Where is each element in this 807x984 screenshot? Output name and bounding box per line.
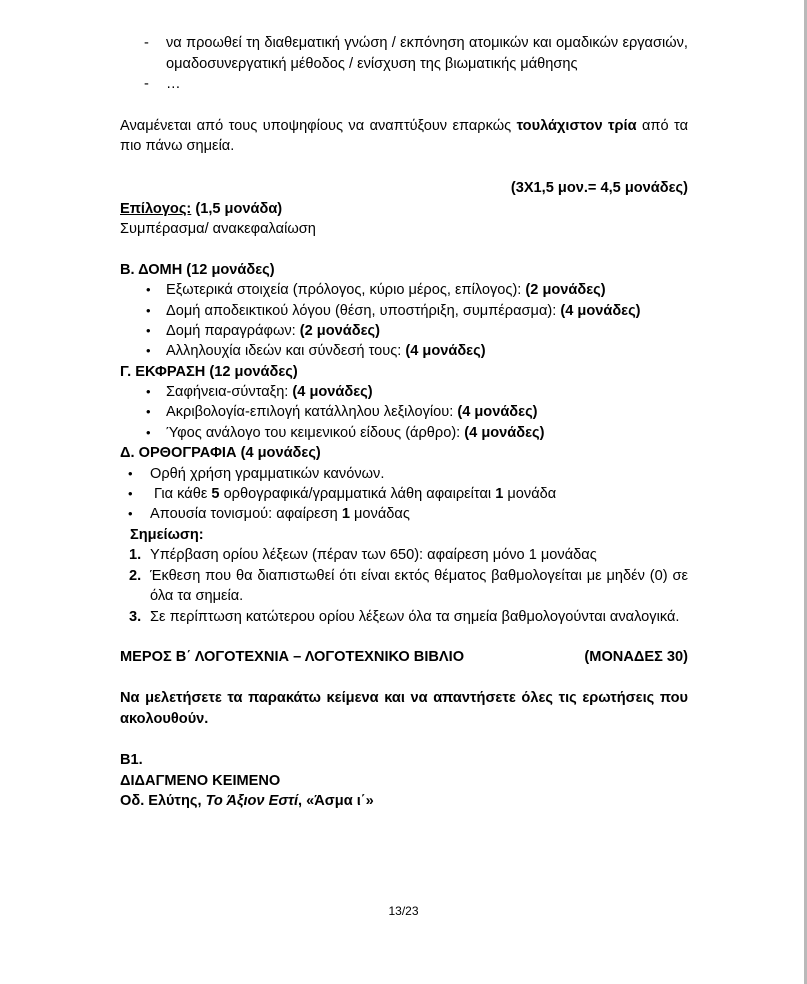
dash-marker: -: [144, 35, 149, 51]
epilogue-heading: [120, 199, 688, 220]
document-page: [120, 28, 688, 812]
list-item-number: 1: [495, 485, 504, 502]
b1-work: Το Άξιον Εστί: [205, 793, 299, 810]
note-heading: Σημείωση:: [130, 526, 204, 543]
list-item-points: (4 μονάδες): [560, 302, 641, 319]
list-item-text: Απουσία τονισμού: αφαίρεση: [150, 506, 342, 523]
intro-dash-list: [120, 33, 688, 95]
score-note: (3Χ1,5 μον.= 4,5 μονάδες): [510, 179, 688, 196]
list-item-number: 5: [211, 485, 220, 502]
numbered-item: [120, 607, 688, 628]
list-item-points: (2 μονάδες): [525, 282, 606, 299]
bullet-icon: •: [128, 465, 133, 481]
list-item: [120, 301, 688, 321]
item-text: Σε περίπτωση κατώτερου ορίου λέξεων όλα τα σημεία βαθμολογούνται αναλογικά.: [150, 608, 680, 625]
b1-label: Β1.: [120, 752, 143, 769]
bullet-icon: •: [146, 282, 151, 298]
epilogue-text: Συμπέρασμα/ ανακεφαλαίωση: [120, 221, 316, 238]
structure-heading: Β. ΔΟΜΗ (12 μονάδες): [120, 261, 275, 278]
bullet-icon: •: [146, 322, 151, 338]
list-item-number: 1: [341, 506, 350, 523]
bullet-icon: •: [146, 343, 151, 359]
list-item-text: Δομή αποδεικτικού λόγου (θέση, υποστήριξη, συμπέρασμα):: [166, 302, 561, 319]
note-list: [120, 545, 688, 627]
list-item: [120, 280, 688, 300]
expression-heading: Γ. ΕΚΦΡΑΣΗ (12 μονάδες): [120, 363, 298, 380]
dash-item: [120, 74, 688, 95]
list-item-points: (4 μονάδες): [405, 343, 486, 360]
b1-type: ΔΙΔΑΓΜΕΝΟ ΚΕΙΜΕΝΟ: [120, 772, 281, 789]
part-b-heading: [120, 647, 688, 668]
list-item: [120, 504, 688, 524]
bullet-icon: •: [128, 485, 133, 501]
epilogue-points: (1,5 μονάδα): [191, 200, 283, 217]
bullet-icon: •: [128, 506, 133, 522]
spelling-heading: Δ. ΟΡΘΟΓΡΑΦΙΑ (4 μονάδες): [120, 445, 321, 462]
list-item-text: ορθογραφικά/γραμματικά λάθη αφαιρείται: [219, 485, 496, 502]
part-b-title: ΜΕΡΟΣ Β΄ ΛΟΓΟΤΕΧΝΙΑ – ΛΟΓΟΤΕΧΝΙΚΟ ΒΙΒΛΙΟ: [120, 649, 465, 666]
expectation-bold: τουλάχιστον τρία: [516, 117, 637, 134]
list-item-points: (4 μονάδες): [457, 404, 538, 421]
list-item: [120, 341, 688, 361]
list-item-text: Ύφος ανάλογο του κειμενικού είδους (άρθρο):: [166, 424, 465, 441]
expectation-text: Αναμένεται από τους υποψηφίους να αναπτύξουν επαρκώς: [120, 117, 517, 134]
item-text: Έκθεση που θα διαπιστωθεί ότι είναι εκτός θέματος βαθμολογείται με μηδέν (0) σε όλα τα σημεία.: [150, 567, 688, 605]
b1-separator: ,: [298, 793, 307, 810]
part-b-points: (ΜΟΝΑΔΕΣ 30): [584, 649, 688, 666]
bullet-icon: •: [146, 302, 151, 318]
numbered-item: [120, 545, 688, 566]
page-number: 13/23: [388, 904, 419, 918]
list-item: [120, 321, 688, 341]
spelling-list: [120, 464, 688, 525]
bullet-icon: •: [146, 404, 151, 420]
list-item: [120, 382, 688, 402]
expectation-paragraph: [120, 116, 688, 157]
structure-list: [120, 280, 688, 361]
list-item-text: Για κάθε: [154, 485, 212, 502]
expression-list: [120, 382, 688, 443]
dash-item-text: …: [166, 76, 181, 93]
item-number: 1.: [129, 547, 142, 564]
list-item: [120, 484, 688, 504]
list-item-text: μονάδα: [503, 485, 557, 502]
list-item-text: μονάδας: [349, 506, 410, 523]
part-b-instruction: Να μελετήσετε τα παρακάτω κείμενα και να απαντήσετε όλες τις ερωτήσεις που ακολουθούν.: [120, 690, 688, 727]
list-item: [120, 464, 688, 484]
item-text: Υπέρβαση ορίου λέξεων (πέραν των 650): αφαίρεση μόνο 1 μονάδας: [150, 547, 597, 564]
item-number: 3.: [129, 608, 142, 625]
expectation-text-end: από τα πιο πάνω σημεία.: [120, 117, 689, 155]
list-item-text: Αλληλουχία ιδεών και σύνδεσή τους:: [166, 343, 406, 360]
list-item-text: Ακριβολογία-επιλογή κατάλληλου λεξιλογίου:: [166, 404, 458, 421]
dash-marker: -: [144, 76, 149, 93]
list-item-points: (2 μονάδες): [299, 322, 380, 339]
b1-author: Οδ. Ελύτης,: [120, 793, 206, 810]
b1-source: [120, 791, 688, 812]
numbered-item: [120, 566, 688, 607]
list-item-points: (4 μονάδες): [292, 384, 373, 401]
b1-poem: «Άσμα ι΄»: [306, 793, 374, 810]
bullet-icon: •: [146, 384, 151, 400]
list-item-text: Εξωτερικά στοιχεία (πρόλογος, κύριο μέρος, επίλογος):: [166, 282, 526, 299]
list-item-text: Σαφήνεια-σύνταξη:: [166, 384, 293, 401]
list-item-points: (4 μονάδες): [464, 424, 545, 441]
list-item: [120, 423, 688, 443]
dash-item-text: να προωθεί τη διαθεματική γνώση / εκπόνηση ατομικών και ομαδικών εργασιών, ομαδοσυνεργατική μέθοδος / ενίσχυση της βιωματικής μάθησης: [166, 35, 688, 72]
item-number: 2.: [129, 567, 142, 584]
dash-item: [120, 33, 688, 74]
epilogue-label: Επίλογος:: [120, 200, 192, 217]
bullet-icon: •: [146, 424, 151, 440]
list-item: [120, 402, 688, 422]
list-item-text: Δομή παραγράφων:: [166, 322, 300, 339]
list-item-text: Ορθή χρήση γραμματικών κανόνων.: [150, 465, 385, 482]
